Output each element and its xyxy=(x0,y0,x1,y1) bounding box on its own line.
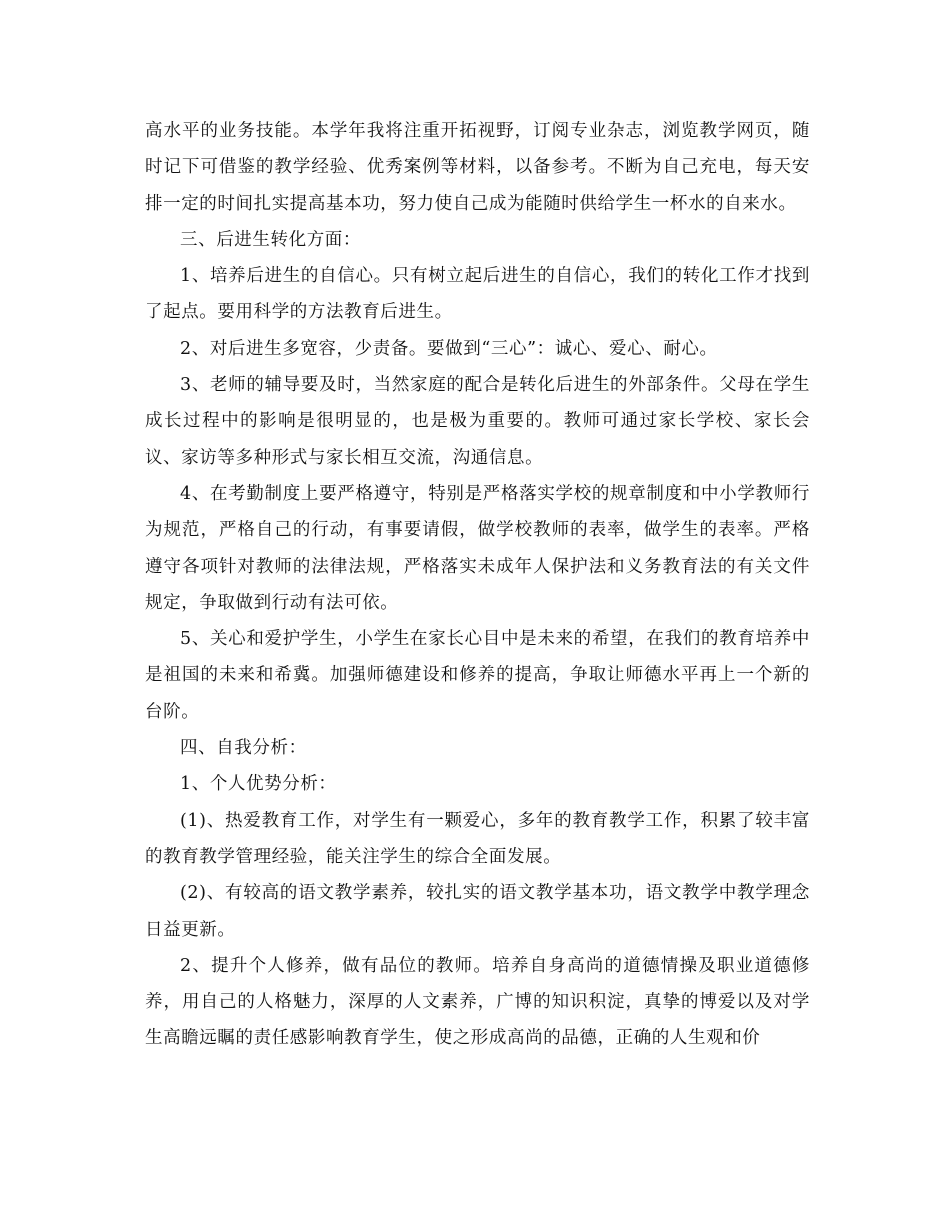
paragraph-item-4-2: 2、提升个人修养，做有品位的教师。培养自身高尚的道德情操及职业道德修养，用自己的人格魅力，深厚的人文素养，广博的知识积淀，真挚的博爱以及对学生高瞻远瞩的责任感影响教育学生，使之形成高尚的品德，正确的人生观和价 xyxy=(145,955,810,1049)
paragraph-item-3-2: 2、对后进生多宽容，少责备。要做到“三心”：诚心、爱心、耐心。 xyxy=(180,338,718,359)
section-heading-4: 四、自我分析： xyxy=(180,738,307,759)
paragraph-item-3-3: 3、老师的辅导要及时，当然家庭的配合是转化后进生的外部条件。父母在学生成长过程中的影响是很明显的，也是极为重要的。教师可通过家长学校、家长会议、家访等多种形式与家长相互交流，沟通信息。 xyxy=(145,375,810,468)
section-heading-3: 三、后进生转化方面： xyxy=(180,229,361,250)
paragraph-subitem-4-1-2: (2)、有较高的语文教学素养，较扎实的语文教学基本功，语文教学中教学理念日益更新。 xyxy=(145,883,810,940)
paragraph-subitem-4-1-1: (1)、热爱教育工作，对学生有一颗爱心，多年的教育教学工作，积累了较丰富的教育教学管理经验，能关注学生的综合全面发展。 xyxy=(145,810,810,867)
paragraph-item-3-5: 5、关心和爱护学生，小学生在家长心目中是未来的希望，在我们的教育培养中是祖国的未来和希冀。加强师德建设和修养的提高，争取让师德水平再上一个新的台阶。 xyxy=(145,629,810,722)
paragraph-item-3-1: 1、培养后进生的自信心。只有树立起后进生的自信心，我们的转化工作才找到了起点。要用科学的方法教育后进生。 xyxy=(145,266,810,323)
document-body xyxy=(145,113,810,1057)
paragraph-continuation: 高水平的业务技能。本学年我将注重开拓视野，订阅专业杂志，浏览教学网页，随时记下可借鉴的教学经验、优秀案例等材料，以备参考。不断为自己充电，每天安排一定的时间扎实提高基本功，努力使自己成为能随时供给学生一杯水的自来水。 xyxy=(145,121,810,214)
paragraph-item-4-1: 1、个人优势分析： xyxy=(180,774,337,795)
paragraph-item-3-4: 4、在考勤制度上要严格遵守，特别是严格落实学校的规章制度和中小学教师行为规范，严格自己的行动，有事要请假，做学校教师的表率，做学生的表率。严格遵守各项针对教师的法律法规，严格落实未成年人保护法和义务教育法的有关文件规定，争取做到行动有法可依。 xyxy=(145,483,810,613)
